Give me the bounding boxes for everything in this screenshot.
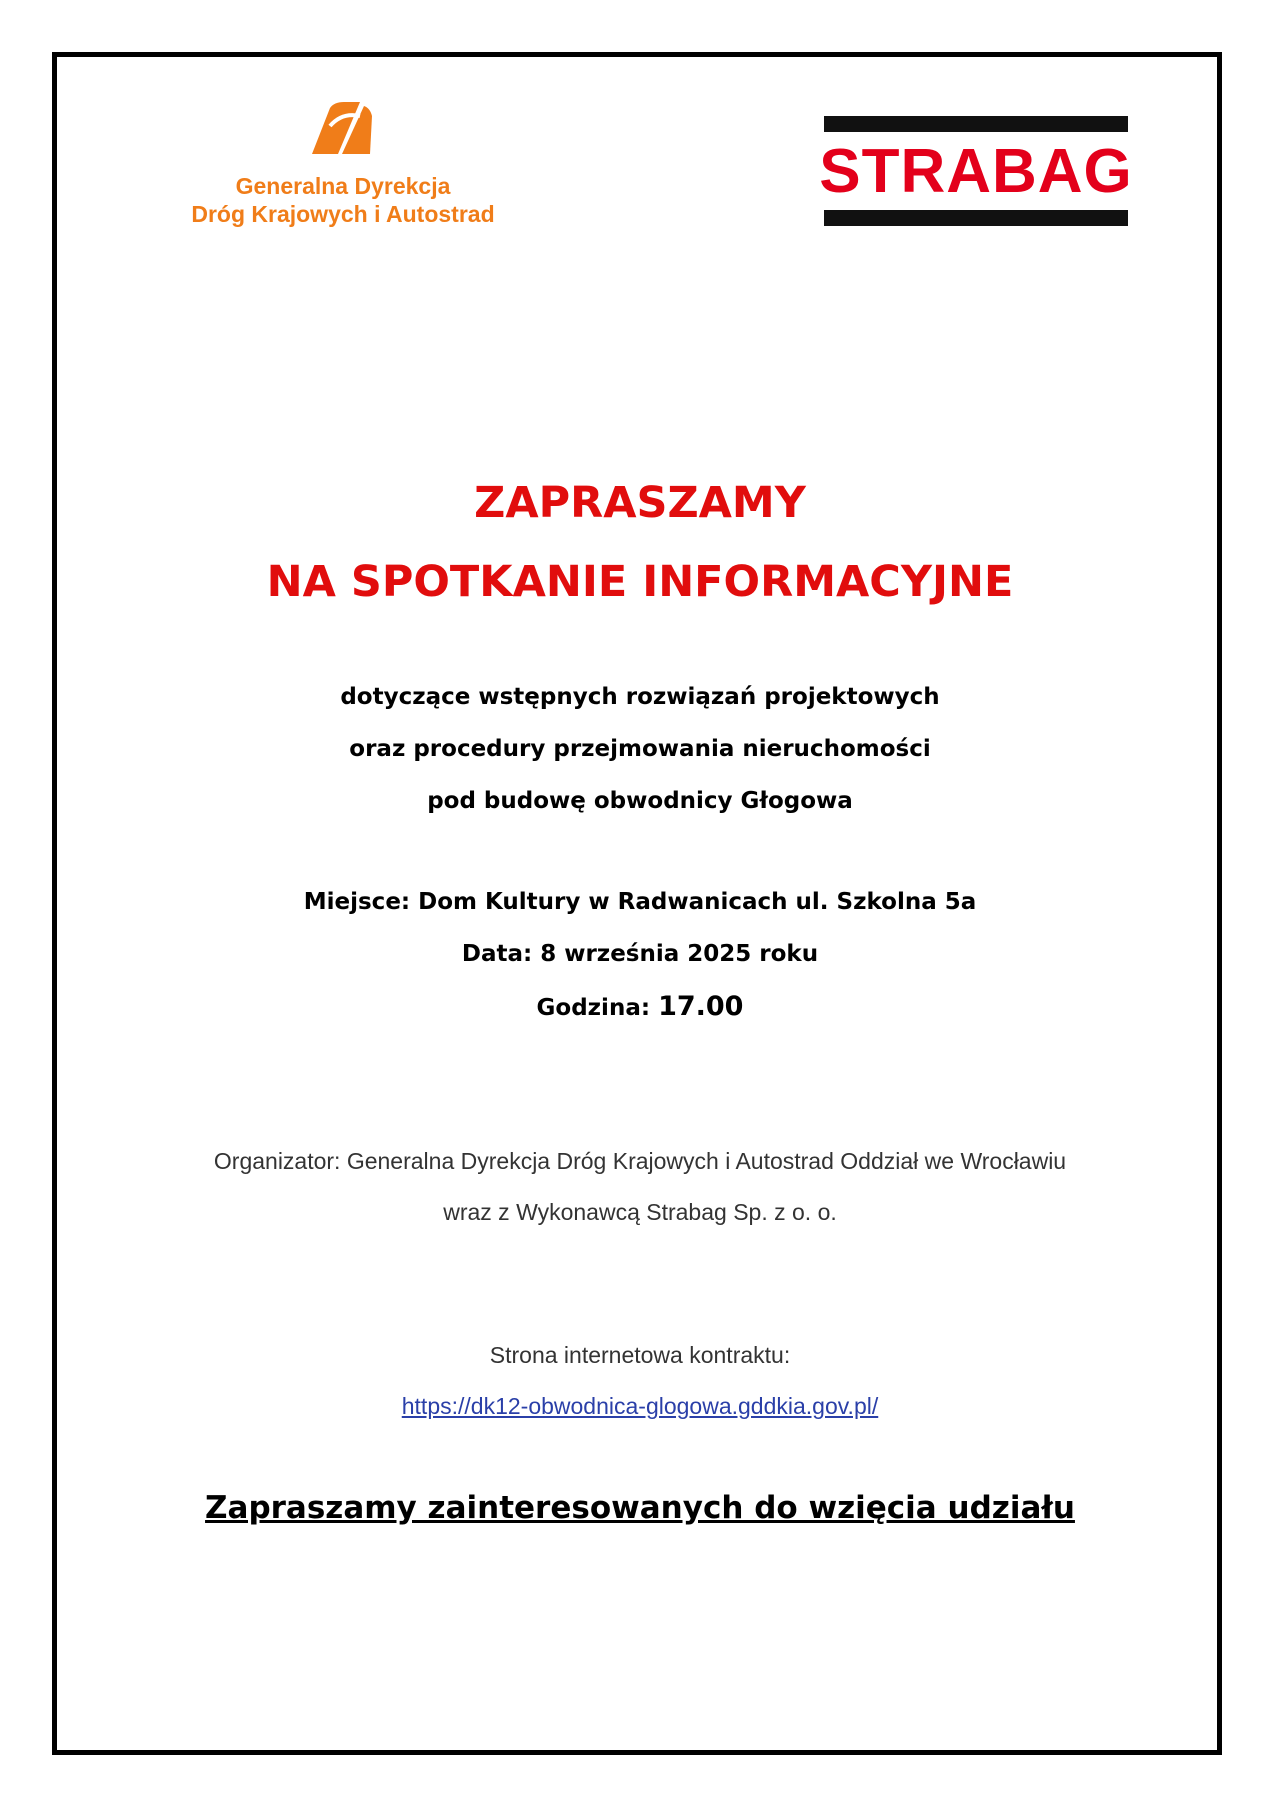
website-label: Strona internetowa kontraktu: [489,1342,791,1368]
call-to-action: Zapraszamy zainteresowanych do wzięcia udziału [205,1490,1075,1526]
subject-line2: oraz procedury przejmowania nieruchomości [349,736,931,762]
website-link-row [0,1393,1280,1420]
gddkia-logo-line2: Dróg Krajowych i Autostrad [191,201,495,227]
subject-line3: pod budowę obwodnicy Głogowa [427,788,853,814]
organizer-line1: Organizator: Generalna Dyrekcja Dróg Krajowych i Autostrad Oddział we Wrocławiu [213,1148,1067,1174]
strabag-wordmark: STRABAG [819,137,1133,206]
organizer-line2: wraz z Wykonawcą Strabag Sp. z o. o. [443,1199,837,1225]
strabag-top-bar [824,116,1128,132]
subject-line1: dotyczące wstępnych rozwiązań projektowych [340,684,940,710]
gddkia-logo-line1: Generalna Dyrekcja [235,173,451,199]
gddkia-logo [168,102,518,232]
meeting-time [0,991,1280,1022]
headline-line1: ZAPRASZAMY [474,478,806,528]
gddkia-logo-text [168,172,518,228]
strabag-bottom-bar [824,210,1128,226]
strabag-logo [819,116,1133,226]
meeting-time-value: 17.00 [658,991,744,1022]
gddkia-road-icon [308,102,378,158]
website-link[interactable]: https://dk12-obwodnica-glogowa.gddkia.gov.pl/ [401,1393,879,1419]
meeting-date: Data: 8 września 2025 roku [461,941,819,967]
headline-line2: NA SPOTKANIE INFORMACYJNE [266,557,1014,607]
meeting-time-label: Godzina: [536,995,651,1021]
meeting-place: Miejsce: Dom Kultury w Radwanicach ul. Szkolna 5a [303,889,977,915]
